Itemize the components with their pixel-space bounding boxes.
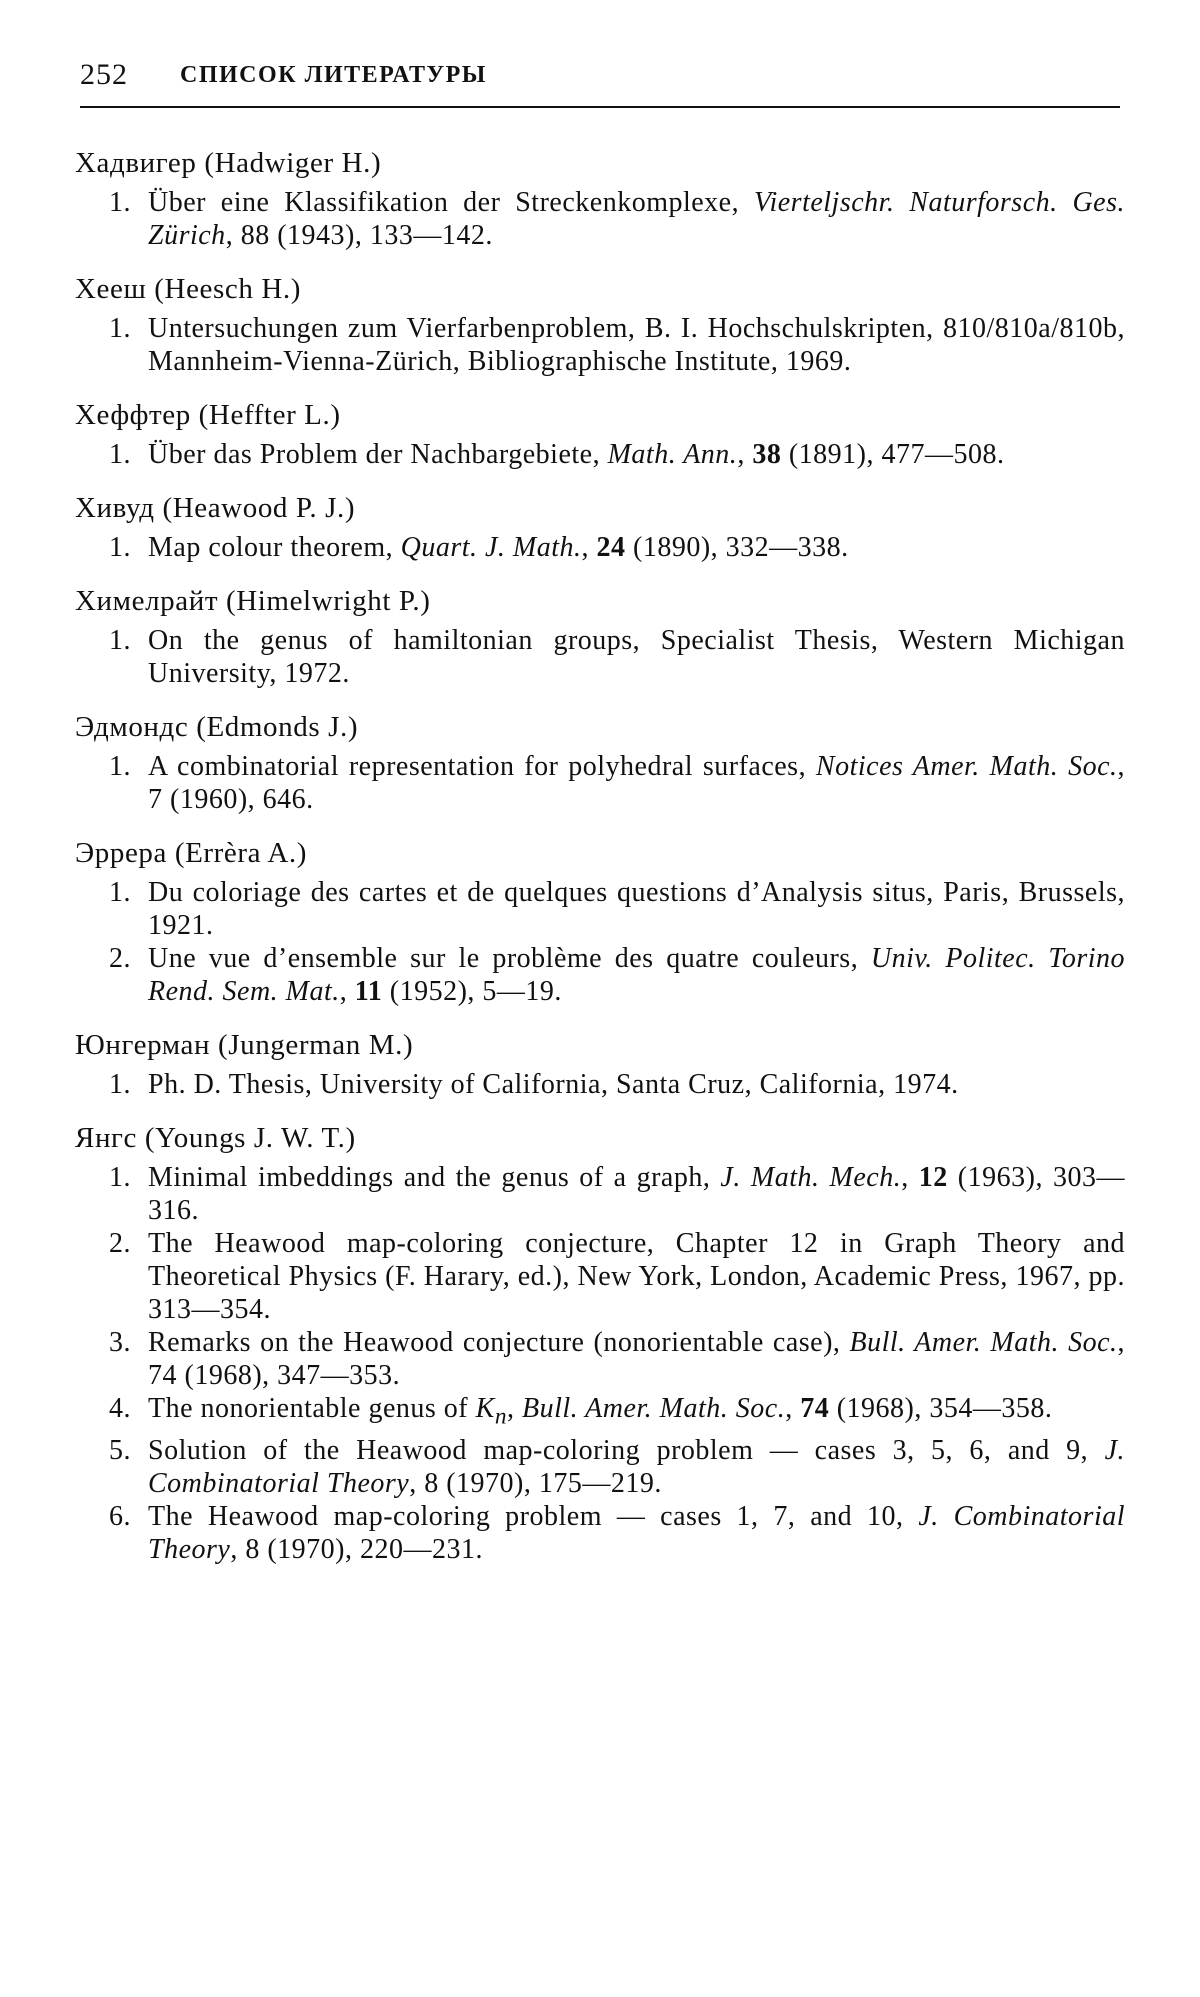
bibliography-entry [75,710,1125,816]
reference-item [75,1326,1125,1392]
reference-text: Du coloriage des cartes et de quelques questions d’Analysis situs, Paris, Brussels, 1921. [148,877,1125,941]
author-heading: Химелрайт (Himelwright P.) [75,585,431,617]
reference-item [75,624,1125,690]
reference-text: Untersuchungen zum Vierfarbenproblem, B. I. Hochschulskripten, 810/810a/810b, Mannheim-Vienna-Zürich, Bibliographische Institute, 1969. [148,313,1125,377]
reference-list [75,876,1125,1008]
reference-number: 4. [109,1393,131,1424]
reference-number: 1. [109,1069,131,1100]
reference-item [75,531,1125,564]
bibliography-entry [75,491,1125,564]
reference-text: Ph. D. Thesis, University of California, Santa Cruz, California, 1974. [148,1069,959,1100]
reference-number: 6. [109,1500,131,1532]
author-heading: Янгс (Youngs J. W. T.) [75,1122,356,1154]
bibliography-entry [75,146,1125,252]
reference-item [75,438,1125,471]
author-heading: Эдмондс (Edmonds J.) [75,711,359,743]
reference-item [75,1161,1125,1227]
reference-text: The nonorientable genus of $K_n$, Bull. Amer. Math. Soc., 74 (1968), 354—358. [148,1393,1053,1430]
reference-number: 1. [109,313,131,344]
reference-item [75,1500,1125,1566]
author-heading: Юнгерман (Jungerman M.) [75,1029,414,1061]
reference-list [75,438,1125,471]
reference-number: 1. [109,877,131,908]
reference-number: 2. [109,943,131,974]
reference-item [75,1392,1125,1434]
reference-text: On the genus of hamiltonian groups, Specialist Thesis, Western Michigan University, 1972. [148,625,1125,689]
reference-list [75,750,1125,816]
bibliography-list [75,146,1125,1586]
reference-number: 5. [109,1434,131,1466]
reference-number: 2. [109,1228,131,1259]
reference-number: 1. [109,532,131,563]
reference-item [75,186,1125,252]
reference-item [75,750,1125,816]
bibliography-entry [75,584,1125,690]
reference-list [75,1161,1125,1566]
bibliography-entry [75,272,1125,378]
reference-list [75,312,1125,378]
reference-list [75,531,1125,564]
reference-text: Minimal imbeddings and the genus of a graph, J. Math. Mech., 12 (1963), 303—316. [148,1162,1125,1226]
author-heading: Эррера (Errèra A.) [75,837,308,869]
reference-text: Une vue d’ensemble sur le problème des quatre couleurs, Univ. Politec. Torino Rend. Sem. Mat., 11 (1952), 5—19. [148,943,1125,1007]
reference-number: 1. [109,439,131,470]
reference-text: Über eine Klassifikation der Streckenkomplexe, Vierteljschr. Naturforsch. Ges. Zürich, 88 (1943), 133—142. [148,187,1125,251]
reference-number: 1. [109,625,131,656]
reference-text: Über das Problem der Nachbargebiete, Math. Ann., 38 (1891), 477—508. [148,439,1005,470]
reference-list [75,1068,1125,1101]
author-heading: Хивуд (Heawood P. J.) [75,492,356,524]
reference-item [75,312,1125,378]
reference-text: Remarks on the Heawood conjecture (nonorientable case), Bull. Amer. Math. Soc., 74 (1968), 347—353. [148,1327,1126,1391]
bibliography-entry [75,836,1125,1008]
reference-list [75,624,1125,690]
author-heading: Хеффтер (Heffter L.) [75,399,341,431]
reference-list [75,186,1125,252]
reference-number: 1. [109,1162,131,1193]
reference-item [75,876,1125,942]
reference-item [75,1227,1125,1326]
page-number: 252 [80,58,128,91]
reference-item [75,1434,1125,1500]
header-rule [80,106,1120,108]
reference-text: A combinatorial representation for polyhedral surfaces, Notices Amer. Math. Soc., 7 (1960), 646. [148,751,1125,815]
reference-number: 1. [109,187,131,218]
reference-text: The Heawood map-coloring problem — cases 1, 7, and 10, J. Combinatorial Theory, 8 (1970), 220—231. [148,1500,1125,1565]
reference-item [75,942,1125,1008]
reference-number: 1. [109,751,131,782]
reference-number: 3. [109,1327,131,1358]
bibliography-entry [75,1028,1125,1101]
reference-text: Solution of the Heawood map-coloring problem — cases 3, 5, 6, and 9, J. Combinatorial Theory, 8 (1970), 175—219. [148,1434,1125,1499]
bibliography-entry [75,398,1125,471]
running-title: СПИСОК ЛИТЕРАТУРЫ [180,62,487,88]
page-header [80,58,1120,98]
reference-text: Map colour theorem, Quart. J. Math., 24 (1890), 332—338. [148,532,849,563]
reference-text: The Heawood map-coloring conjecture, Chapter 12 in Graph Theory and Theoretical Physics (F. Harary, ed.), New York, London, Academic Press, 1967, pp. 313—354. [148,1228,1125,1325]
reference-item [75,1068,1125,1101]
bibliography-entry [75,1121,1125,1566]
author-heading: Хадвигер (Hadwiger H.) [75,147,382,179]
author-heading: Хееш (Heesch H.) [75,273,301,305]
